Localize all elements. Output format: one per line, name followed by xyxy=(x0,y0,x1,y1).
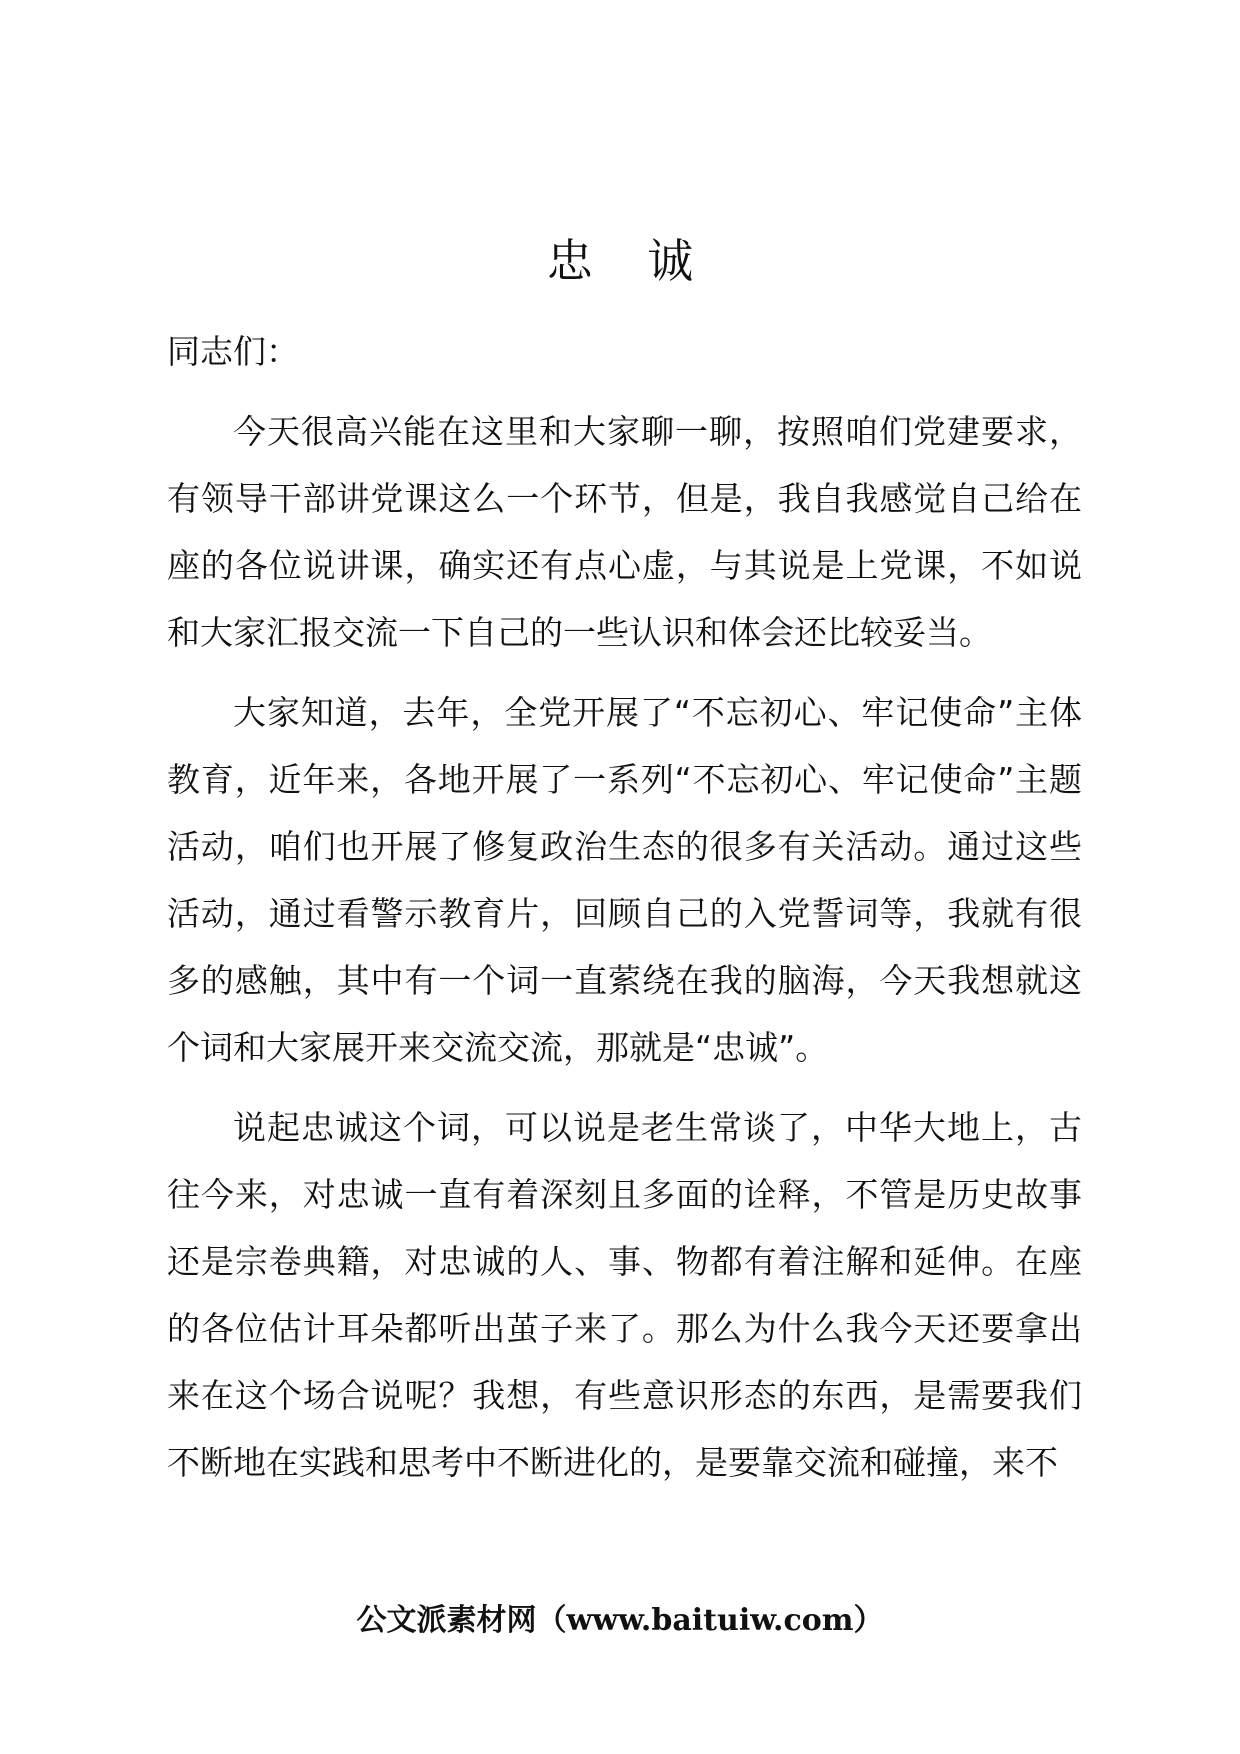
paragraph-3: 说起忠诚这个词，可以说是老生常谈了，中华大地上，古往今来，对忠诚一直有着深刻且多面的诠释，不管是历史故事还是宗卷典籍，对忠诚的人、事、物都有着注解和延伸。在座的各位估计耳朵都听出茧子来了。那么为什么我今天还要拿出来在这个场合说呢？我想，有些意识形态的东西，是需要我们不断地在实践和思考中不断进化的，是要靠交流和碰撞，来不 xyxy=(167,1108,1082,1482)
page-title: 忠 诚 xyxy=(546,234,714,288)
document-body xyxy=(167,318,1082,1509)
salutation: 同志们： xyxy=(167,332,299,371)
footer-source-text: 公文派素材网（www.baituiw.com） xyxy=(356,1603,884,1638)
paragraph-2: 大家知道，去年，全党开展了“不忘初心、牢记使命”主体教育，近年来，各地开展了一系列“不忘初心、牢记使命”主题活动，咱们也开展了修复政治生态的很多有关活动。通过这些活动，通过看警示教育片，回顾自己的入党誓词等，我就有很多的感触，其中有一个词一直萦绕在我的脑海，今天我想就这个词和大家展开来交流交流，那就是“忠诚”。 xyxy=(167,693,1082,1067)
paragraph-1: 今天很高兴能在这里和大家聊一聊，按照咱们党建要求，有领导干部讲党课这么一个环节，但是，我自我感觉自己给在座的各位说讲课，确实还有点心虚，与其说是上党课，不如说和大家汇报交流一下自己的一些认识和体会还比较妥当。 xyxy=(167,412,1082,652)
